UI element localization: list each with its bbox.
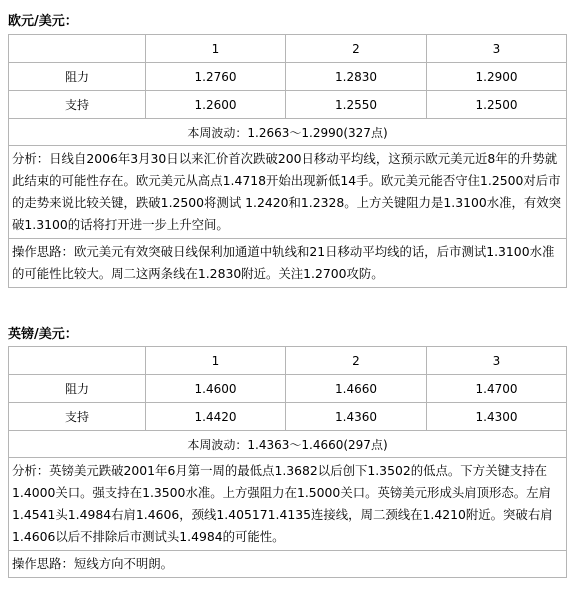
header-cell: 2: [286, 35, 427, 63]
value-cell: 1.4700: [427, 375, 567, 403]
value-cell: 1.4360: [286, 403, 427, 431]
gbp-analysis-row: [9, 458, 567, 551]
eur-support-row: [9, 91, 567, 119]
eur-strategy-row: [9, 239, 567, 288]
gbp-header-row: [9, 347, 567, 375]
gbp-strategy-row: [9, 551, 567, 578]
eur-resistance-row: [9, 63, 567, 91]
value-cell: 1.4660: [286, 375, 427, 403]
eur-weekly-row: [9, 119, 567, 146]
value-cell: 1.2900: [427, 63, 567, 91]
row-label: 阻力: [9, 375, 146, 403]
value-cell: 1.4300: [427, 403, 567, 431]
header-cell: [9, 347, 146, 375]
value-cell: 1.4420: [146, 403, 286, 431]
gbp-table: [8, 346, 567, 578]
header-cell: [9, 35, 146, 63]
strategy-text: 操作思路：欧元美元有效突破日线保利加通道中轨线和21日移动平均线的话，后市测试1.3100水准的可能性比较大。周二这两条线在1.2830附近。关注1.2700攻防。: [9, 239, 567, 288]
header-cell: 1: [146, 347, 286, 375]
analysis-text: 分析：日线自2006年3月30日以来汇价首次跌破200日移动平均线，这预示欧元美元近8年的升势就此结束的可能性存在。欧元美元从高点1.4718开始出现新低14手。欧元美元能否守住1.2500对后市的走势来说比较关键，跌破1.2500将测试 1.2420和1.2328。上方关键阻力是1.3100水准，有效突破1.3100的话将打开进一步上升空间。: [9, 146, 567, 239]
eur-section-title: 欧元/美元：: [8, 14, 78, 29]
row-label: 支持: [9, 91, 146, 119]
gbp-weekly-row: [9, 431, 567, 458]
eur-table: [8, 34, 567, 288]
weekly-range: 本周波动：1.2663～1.2990(327点): [9, 119, 567, 146]
eur-header-row: [9, 35, 567, 63]
eur-analysis-row: [9, 146, 567, 239]
row-label: 阻力: [9, 63, 146, 91]
gbp-resistance-row: [9, 375, 567, 403]
header-cell: 3: [427, 35, 567, 63]
header-cell: 1: [146, 35, 286, 63]
weekly-range: 本周波动：1.4363～1.4660(297点): [9, 431, 567, 458]
value-cell: 1.2830: [286, 63, 427, 91]
value-cell: 1.4600: [146, 375, 286, 403]
value-cell: 1.2760: [146, 63, 286, 91]
value-cell: 1.2600: [146, 91, 286, 119]
gbp-support-row: [9, 403, 567, 431]
row-label: 支持: [9, 403, 146, 431]
value-cell: 1.2500: [427, 91, 567, 119]
gbp-section-title: 英镑/美元：: [8, 327, 78, 342]
strategy-text: 操作思路：短线方向不明朗。: [9, 551, 567, 578]
header-cell: 3: [427, 347, 567, 375]
header-cell: 2: [286, 347, 427, 375]
analysis-text: 分析：英镑美元跌破2001年6月第一周的最低点1.3682以后创下1.3502的低点。下方关键支持在1.4000关口。强支持在1.3500水准。上方强阻力在1.5000关口。英镑美元形成头肩顶形态。左肩1.4541头1.4984右肩1.4606，颈线1.405171.4135连接线，周二颈线在1.4210附近。突破右肩1.4606以后不排除后市测试头1.4984的可能性。: [9, 458, 567, 551]
value-cell: 1.2550: [286, 91, 427, 119]
